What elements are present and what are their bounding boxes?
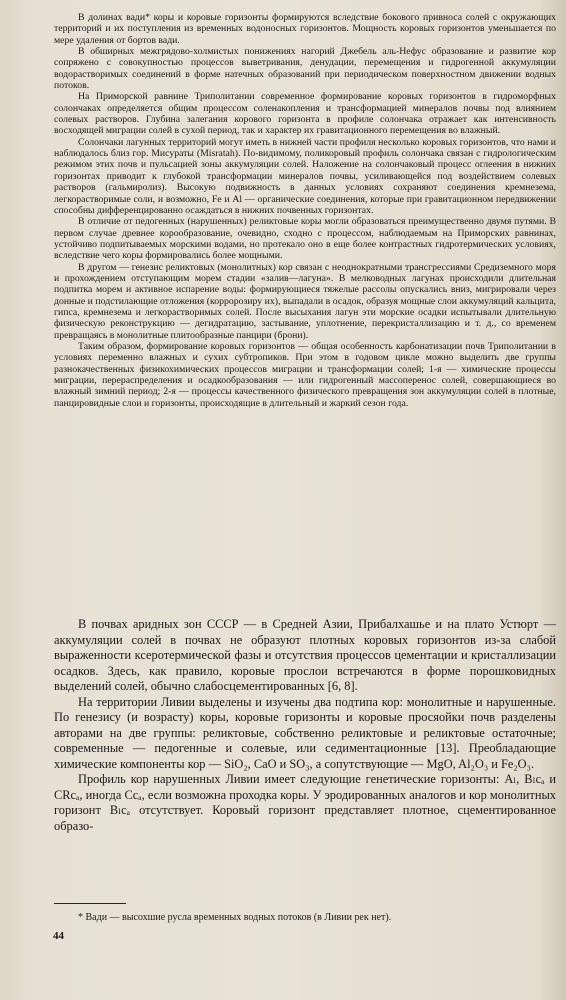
paragraph: Профиль кор нарушенных Ливии имеет следующие генетические горизонты: Aₗ, Bₗcₐ и CRcₐ, иногда Ccₐ, если возможна проходка коры. У эродированных аналогов и кор монолитных горизонт Bₗcₐ отсутствует. Коровый горизонт представляет плотное, сцементированное образо- [54,772,556,833]
paragraph: На территории Ливии выделены и изучены два подтипа кор: монолитные и нарушенные. По генезису (и возрасту) коры, коровые горизонты и коровые просяойки почв разделены авторами на две группы: реликтовые, собственно реликтовые и реликтовые остаточные; современные — педогенные и солевые, или седиментационные [13]. Преобладающие химические компоненты кор — SiO₂, CaO и SO₃, а сопутствующие — MgO, Al₂O₃ и Fe₂O₃. [54,694,556,771]
large-text-column [54,617,556,834]
page-number: 44 [53,930,64,942]
small-text-column [54,12,556,409]
paragraph: В долинах вади* коры и коровые горизонты формируются вследствие бокового привноса солей с окружающих территорий и их поступления из временных водоносных горизонтов. Мощность коровых горизонтов уменьшается по мере удаления от бортов вади. [54,12,556,46]
paragraph: В почвах аридных зон СССР — в Средней Азии, Прибалхашье и на плато Устюрт — аккумуляции солей в почвах не образуют плотных коровых горизонтов из-за слабой выраженности ксеротермической фазы и отсутствия процессов цементации и кристаллизации осадков. Здесь, как правило, коровые прослои встречаются в форме порошковидных выделений солей, обычно слабосцементированных [6, 8]. [54,617,556,693]
paragraph: В обширных межгрядово-холмистых понижениях нагорий Джебель аль-Нефус образование и развитие кор сопряжено с совокупностью процессов выветривания, денудации, перемещения и гидрогенной аккумуляции водорастворимых соединений в форме натечных образований при периодическом поверхностном движении водных потоков. [54,46,556,92]
paragraph: В другом — генезис реликтовых (монолитных) кор связан с неоднократными трансгрессиями Средиземного моря и прохождением отступающим морем стадии «залив—лагуна». В мелководных лагунах происходили длительная подпитка морем и активное испарение воды: формирующиеся тяжелые рассолы опускались вниз, мигрировали через донные и подстилающие отложения (корророзиру их), выпадали в осадок, образуя мощные слои аккумуляций кальцита, гипса, кремнезема и легкорастворимых солей. После высыхания лагун эти морские осадки испытывали длительную физическую реконструкцию — дегидратацию, застывание, уплотнение, перекристаллизацию и т. д., со временем превращаясь в монолитные плитообразные панцири (брони). [54,261,556,341]
paragraph: На Приморской равнине Триполитании современное формирование коровых горизонтов в гидроморфных солончаках определяется общим процессом соленакопления и трансформацией минералов почвы под влиянием солевых растворов. Глубина залегания корового горизонта в профиле солончака отражает как интенсивность восходящей миграции солей в сухой период, так и характер их гравитационного перемещения во влажный. [54,91,556,137]
footnote-divider [54,903,126,904]
footnote: * Вади — высохшие русла временных водных потоков (в Ливии рек нет). [78,912,392,923]
paragraph: Солончаки лагунных территорий могут иметь в нижней части профиля несколько коровых горизонтов, что нами и наблюдалось близ гор. Мисураты (Misratah). По-видимому, поликоровый профиль солончака связан с гидрологическим режимом этих почв и пульсацией зоны аккумуляции солей. Наложение на солончаковый процесс оглеения в нижних горизонтах приводит к глубокой трансформации минералов почвы, усиливающейся под воздействием солевых растворов (гальмиролиз). Высокую подвижность в данных условиях сохраняют соединения кремнезема, легкорастворимые соли, и возможно, Fe и Al — органические соединения, которые при гравитационном передвижении способны дифференцированно осаждаться в нижних почвенных горизонтах. [54,136,556,216]
paragraph: Таким образом, формирование коровых горизонтов — общая особенность карбонатизации почв Триполитании в условиях переменно влажных и сухих субтропиков. При этом в годовом цикле можно выделить две группы разнокачественных физикохимических процессов миграции и трансформации солей; 1-я — химические процессы миграции, перераспределения и осадкообразования — или гидрогенный массоперенос солей, совершающиеся во влажный зимний период; 2-я — процессы качественного физического превращения зон аккумуляции солей в плотные, панцировидные слои и горизонты, происходящие в длительный и жаркий сезон года. [54,340,556,409]
paragraph: В отличие от педогенных (нарушенных) реликтовые коры могли образоваться преимущественно двумя путями. В первом случае древнее корообразование, очевидно, сходно с процессом, наблюдаемым на Приморских равнинах, устойчиво подпитываемых морскими водами, но протекало оно в еще более контрастных гидротермических условиях, вследствие чего коры формировались более мощными. [54,216,556,262]
